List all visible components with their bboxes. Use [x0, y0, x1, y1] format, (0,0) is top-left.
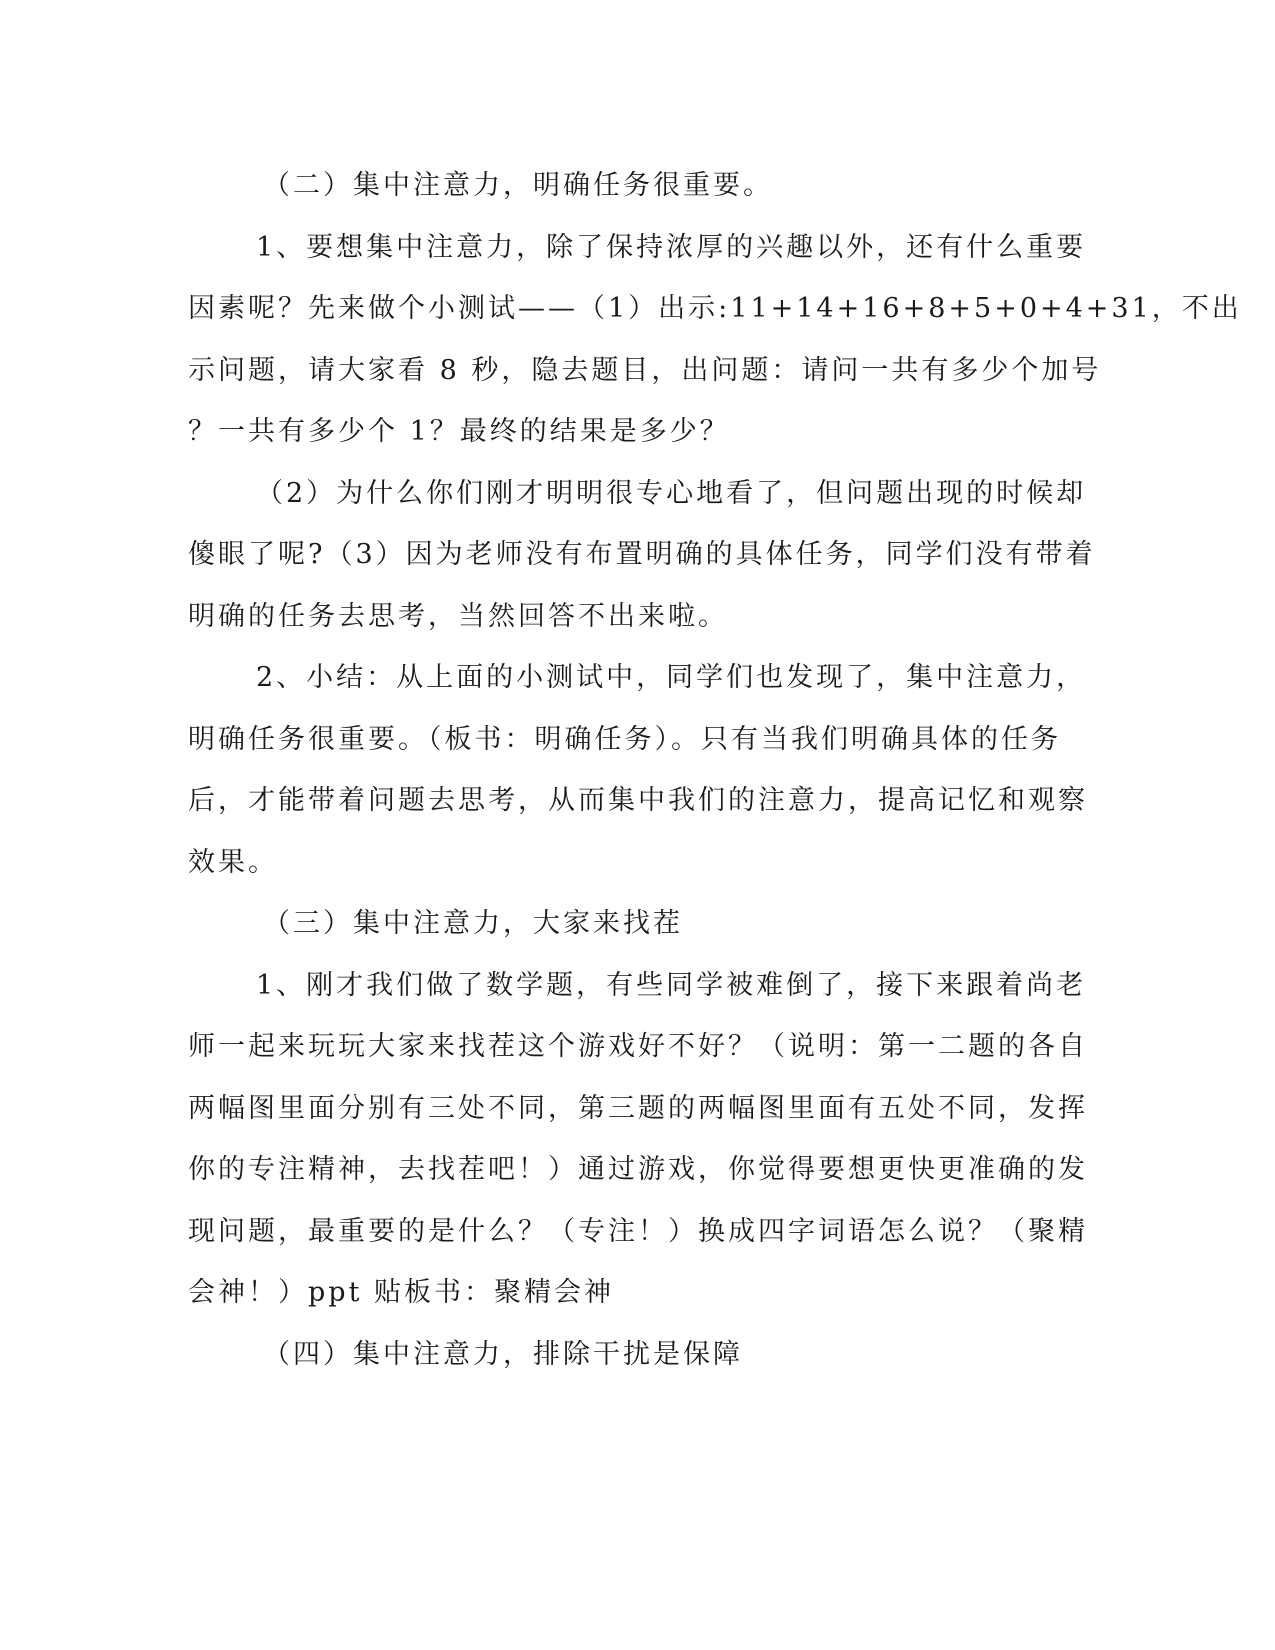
paragraph-line: 效果。: [188, 846, 278, 878]
section-heading-4: （四）集中注意力，排除干扰是保障: [263, 1338, 743, 1370]
paragraph-line: 明确任务很重要。（板书：明确任务）。只有当我们明确具体的任务: [188, 723, 1061, 755]
paragraph-line: 后，才能带着问题去思考，从而集中我们的注意力，提高记忆和观察: [188, 785, 1088, 816]
paragraph-line: 现问题，最重要的是什么？（专注！）换成四字词语怎么说？（聚精: [188, 1215, 1088, 1247]
paragraph-line: 1、刚才我们做了数学题，有些同学被难倒了，接下来跟着尚老: [256, 969, 1087, 1001]
document-body: [188, 155, 1242, 1385]
paragraph-line: 师一起来玩玩大家来找茬这个游戏好不好？（说明：第一二题的各自: [188, 1031, 1088, 1062]
paragraph-line: 2、小结：从上面的小测试中，同学们也发现了，集中注意力，: [256, 662, 1087, 693]
section-heading-2: （二）集中注意力，明确任务很重要。: [263, 170, 773, 201]
paragraph-line: （2）为什么你们刚才明明很专心地看了，但问题出现的时候却: [256, 477, 1087, 509]
paragraph-line: 傻眼了呢?（3）因为老师没有布置明确的具体任务，同学们没有带着: [188, 539, 1096, 570]
paragraph-line: 会神！）ppt 贴板书：聚精会神: [188, 1277, 614, 1308]
paragraph-line: 两幅图里面分别有三处不同，第三题的两幅图里面有五处不同，发挥: [188, 1092, 1088, 1124]
paragraph-line: 你的专注精神，去找茬吧！）通过游戏，你觉得要想更快更准确的发: [188, 1154, 1088, 1185]
paragraph-line: 1、要想集中注意力，除了保持浓厚的兴趣以外，还有什么重要: [256, 231, 1087, 263]
paragraph-line: ？一共有多少个 1？最终的结果是多少？: [188, 416, 730, 447]
section-heading-3: （三）集中注意力，大家来找茬: [263, 908, 683, 939]
paragraph-line: 明确的任务去思考，当然回答不出来啦。: [188, 600, 728, 632]
paragraph-line: 示问题，请大家看 8 秒，隐去题目，出问题：请问一共有多少个加号: [188, 354, 1102, 386]
paragraph-line: 因素呢？先来做个小测试——（1）出示:11+14+16+8+5+0+4+31，不出: [188, 293, 1242, 324]
